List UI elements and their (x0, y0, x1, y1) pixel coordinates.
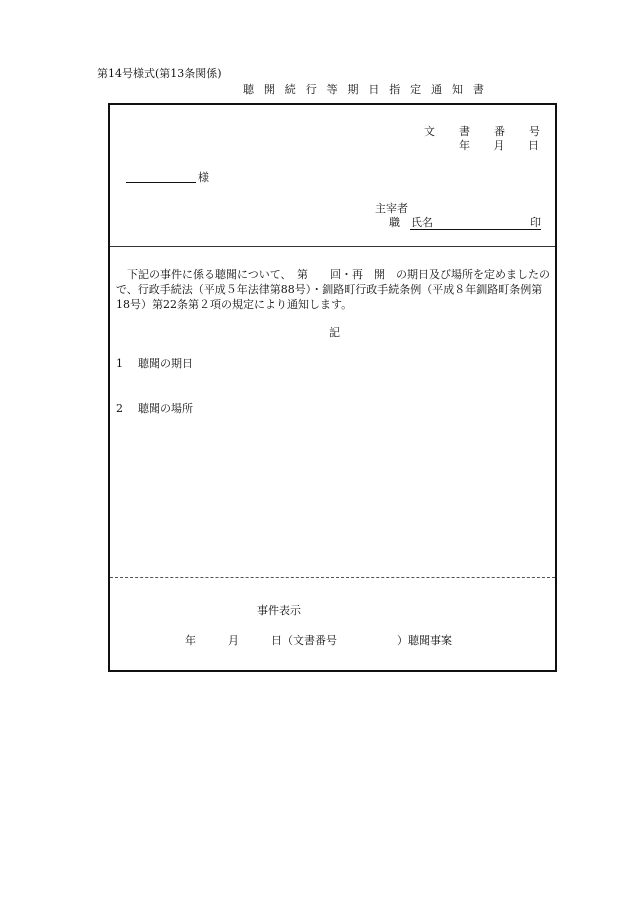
header-divider (110, 246, 555, 247)
document-number-char: 文 (424, 125, 435, 138)
case-display-label: 事件表示 (257, 604, 301, 617)
item-label: 聴聞の場所 (138, 402, 193, 415)
document-number-char: 番 (494, 125, 505, 138)
item-hearing-date (116, 358, 193, 369)
item-number: 2 (116, 402, 123, 415)
case-divider (110, 577, 555, 578)
form-number-label: 第14号様式(第13条関係) (97, 67, 222, 80)
addressee-honorific: 様 (198, 171, 209, 184)
notice-body-text: 下記の事件に係る聴聞について、 第 回・再 開 の期日及び場所を定めましたので、行政手続法（平成５年法律第88号）・釧路町行政手続条例（平成８年釧路町条例第18号）第22条第２項の規定により通知します。 (116, 268, 551, 311)
item-number: 1 (116, 357, 123, 370)
item-hearing-place (116, 403, 193, 414)
case-suffix-label: ）聴聞事案 (397, 634, 452, 647)
notice-frame (108, 103, 557, 672)
item-label: 聴聞の期日 (138, 357, 193, 370)
document-number-row (424, 126, 540, 137)
post-label: 職 (389, 216, 400, 229)
date-day-label: 日 (528, 139, 539, 152)
case-day-docno-label: 日（文書番号 (271, 634, 337, 647)
case-month-label: 月 (228, 634, 239, 647)
seal-label: 印 (530, 216, 541, 229)
document-number-char: 号 (529, 125, 540, 138)
date-year-label: 年 (459, 139, 470, 152)
document-title: 聴 開 続 行 等 期 日 指 定 通 知 書 (243, 83, 488, 96)
name-signature-line (410, 229, 541, 230)
case-year-label: 年 (185, 634, 196, 647)
name-label: 氏名 (411, 216, 433, 229)
issue-date-row (459, 140, 539, 151)
notice-body-paragraph (116, 267, 552, 312)
addressee-name-line (126, 182, 196, 183)
presiding-officer-label: 主宰者 (375, 202, 408, 215)
date-month-label: 月 (493, 139, 505, 152)
document-number-char: 書 (459, 125, 470, 138)
ki-heading: 記 (329, 326, 340, 339)
case-reference-line (185, 635, 452, 646)
